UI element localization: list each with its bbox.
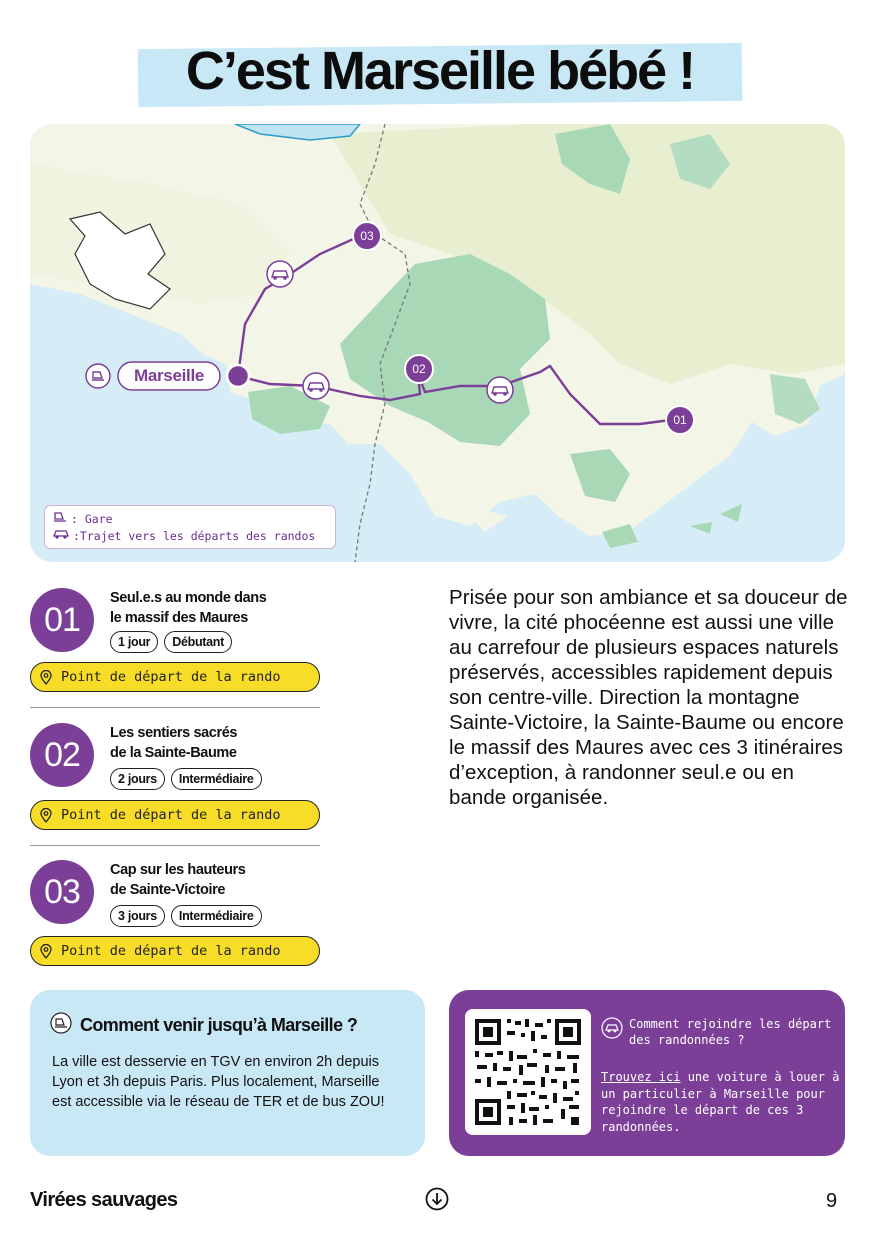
route-title-line: de la Sainte-Baume bbox=[110, 745, 237, 761]
car-rental-card bbox=[449, 990, 845, 1156]
how-to-come-header bbox=[50, 1012, 357, 1039]
duration-tag: 2 jours bbox=[110, 768, 165, 790]
route-title-line: Les sentiers sacrés bbox=[110, 725, 238, 741]
intro-paragraph: Prisée pour son ambiance et sa douceur de vivre, la cité phocéenne est aussi une ville au carrefour de plusieurs espaces naturels préservés, accessibles rapidement depuis son centre-ville. Direction la montagne Sainte-Victoire, la Sainte-Baume ou encore le massif des Maures avec ces 3 itinéraires d’exception, à randonner seul.e ou en bande organisée. bbox=[449, 586, 848, 809]
how-to-come-text: La ville est desservie en TGV en environ 2h depuis Lyon et 3h depuis Paris. Plus localement, Marseille est accessible via le réseau de TER et de bus ZOU! bbox=[52, 1054, 385, 1110]
route-title-line: de Sainte-Victoire bbox=[110, 882, 226, 898]
how-to-come-card bbox=[30, 990, 425, 1156]
region-map[interactable] bbox=[30, 124, 845, 562]
title-banner bbox=[138, 38, 742, 104]
route-title bbox=[110, 723, 320, 763]
start-point-button[interactable] bbox=[30, 662, 320, 692]
car-question bbox=[601, 1017, 836, 1048]
car-icon bbox=[53, 528, 69, 544]
qr-code[interactable] bbox=[465, 1009, 591, 1135]
location-pin-icon bbox=[31, 670, 61, 685]
start-point-label: Point de départ de la rando bbox=[61, 806, 281, 823]
level-tag: Intermédiaire bbox=[171, 905, 262, 927]
route-title bbox=[110, 588, 320, 628]
car-card-body-text: une voiture à louer à un particulier à Marseille pour rejoindre le départ de ces 3 randonnées. bbox=[601, 1070, 840, 1134]
duration-tag: 3 jours bbox=[110, 905, 165, 927]
divider bbox=[30, 845, 320, 846]
route-marker-02[interactable]: 02 bbox=[404, 354, 434, 384]
route-number: 03 bbox=[30, 860, 94, 924]
route-item-02 bbox=[30, 723, 320, 828]
map-legend bbox=[44, 505, 336, 549]
route-title-line: Cap sur les hauteurs bbox=[110, 862, 246, 878]
route-marker-03[interactable]: 03 bbox=[352, 221, 382, 251]
route-title bbox=[110, 860, 320, 900]
page-number: 9 bbox=[826, 1190, 838, 1212]
legend-station-label: : Gare bbox=[71, 512, 113, 526]
start-point-button[interactable] bbox=[30, 800, 320, 830]
car-icon bbox=[601, 1017, 623, 1048]
level-tag: Débutant bbox=[164, 631, 232, 653]
start-point-label: Point de départ de la rando bbox=[61, 942, 281, 959]
start-point-label: Point de départ de la rando bbox=[61, 668, 281, 685]
qr-code-image bbox=[465, 1009, 591, 1135]
map-canvas bbox=[30, 124, 845, 562]
divider bbox=[30, 707, 320, 708]
scroll-down-icon[interactable] bbox=[425, 1187, 449, 1211]
location-pin-icon bbox=[31, 944, 61, 959]
location-pin-icon bbox=[31, 808, 61, 823]
route-title-line: le massif des Maures bbox=[110, 610, 248, 626]
route-item-03 bbox=[30, 860, 320, 968]
train-icon bbox=[88, 364, 108, 388]
city-label-marseille: Marseille bbox=[133, 366, 205, 385]
route-number: 02 bbox=[30, 723, 94, 787]
train-icon bbox=[50, 1012, 72, 1039]
route-item-01 bbox=[30, 588, 320, 693]
route-marker-01[interactable]: 01 bbox=[665, 405, 695, 435]
start-point-button[interactable] bbox=[30, 936, 320, 966]
footer-title: Virées sauvages bbox=[30, 1189, 178, 1211]
page-title: C’est Marseille bébé ! bbox=[185, 41, 695, 101]
route-title-line: Seul.e.s au monde dans bbox=[110, 590, 267, 606]
how-to-come-title: Comment venir jusqu’à Marseille ? bbox=[80, 1015, 358, 1035]
car-card-body bbox=[601, 1069, 841, 1135]
legend-car-label: :Trajet vers les départs des randos bbox=[73, 529, 316, 543]
find-here-link[interactable]: Trouvez ici bbox=[601, 1070, 681, 1084]
duration-tag: 1 jour bbox=[110, 631, 158, 653]
car-question-text: Comment rejoindre les départ des randonnées ? bbox=[629, 1017, 832, 1047]
train-icon bbox=[53, 511, 67, 527]
level-tag: Intermédiaire bbox=[171, 768, 262, 790]
route-number: 01 bbox=[30, 588, 94, 652]
